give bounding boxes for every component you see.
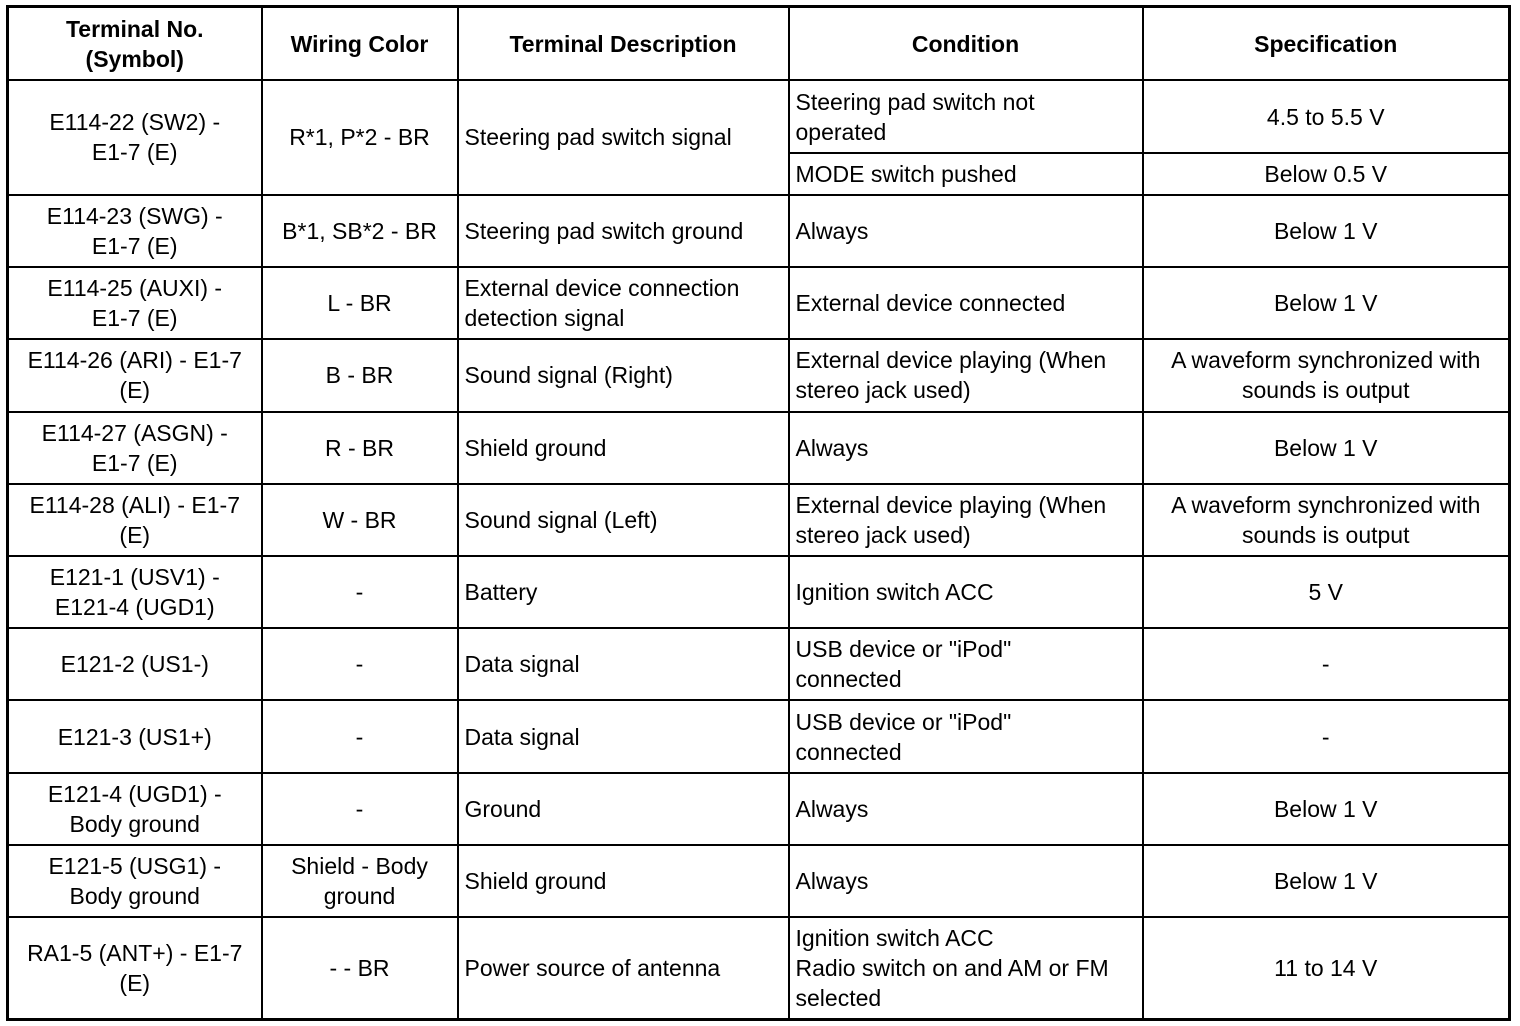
terminal-cell bbox=[8, 917, 262, 1019]
table-row bbox=[8, 845, 1510, 917]
specification-cell bbox=[1143, 339, 1510, 411]
specification-cell-line: Below 1 V bbox=[1273, 868, 1378, 895]
description-cell bbox=[458, 484, 789, 556]
terminal-cell-line: E121-1 (USV1) - bbox=[49, 564, 220, 591]
condition-cell bbox=[789, 700, 1143, 772]
terminal-cell bbox=[8, 773, 262, 845]
wiring-color-cell-line: Shield - Body bbox=[291, 853, 428, 880]
wiring-color-cell-line: B - BR bbox=[325, 362, 394, 389]
terminal-cell bbox=[8, 845, 262, 917]
specification-cell bbox=[1143, 267, 1510, 339]
specification-cell bbox=[1143, 80, 1510, 153]
table-row bbox=[8, 773, 1510, 845]
header-condition: Condition bbox=[789, 7, 1143, 81]
header-row bbox=[8, 7, 1510, 81]
terminal-cell bbox=[8, 195, 262, 267]
table-row bbox=[8, 700, 1510, 772]
wiring-color-cell-line: L - BR bbox=[327, 290, 392, 317]
terminal-cell-line: Body ground bbox=[69, 810, 200, 837]
condition-cell-line: Radio switch on and AM or FM bbox=[795, 955, 1109, 982]
terminal-cell-line: E121-4 (UGD1) bbox=[54, 594, 215, 621]
condition-cell-line: stereo jack used) bbox=[795, 521, 971, 548]
terminal-spec-table bbox=[6, 5, 1511, 1021]
condition-cell-line: External device playing (When bbox=[795, 347, 1107, 374]
specification-cell-line: Below 0.5 V bbox=[1264, 161, 1388, 188]
description-cell-line: Shield ground bbox=[464, 434, 607, 461]
terminal-cell-line: E114-26 (ARI) - E1-7 bbox=[27, 347, 242, 374]
condition-cell-line: Always bbox=[795, 795, 869, 822]
header-terminal-description: Terminal Description bbox=[458, 7, 789, 81]
description-cell-line: Sound signal (Right) bbox=[464, 362, 673, 389]
condition-cell bbox=[789, 153, 1143, 195]
terminal-cell-line: E114-25 (AUXI) - bbox=[47, 275, 223, 302]
terminal-cell-line: E1-7 (E) bbox=[91, 139, 178, 166]
condition-cell bbox=[789, 556, 1143, 628]
description-cell-line: Data signal bbox=[464, 723, 580, 750]
condition-cell-line: Ignition switch ACC bbox=[795, 579, 994, 606]
terminal-cell bbox=[8, 700, 262, 772]
specification-cell-line: Below 1 V bbox=[1273, 218, 1378, 245]
description-cell bbox=[458, 195, 789, 267]
wiring-color-cell bbox=[262, 917, 458, 1019]
specification-cell bbox=[1143, 556, 1510, 628]
terminal-cell-line: E121-3 (US1+) bbox=[57, 723, 212, 750]
specification-cell-line: 11 to 14 V bbox=[1274, 955, 1378, 982]
terminal-cell-line: (E) bbox=[119, 377, 151, 404]
condition-cell bbox=[789, 195, 1143, 267]
wiring-color-cell bbox=[262, 195, 458, 267]
terminal-cell-line: E1-7 (E) bbox=[91, 449, 178, 476]
table-row bbox=[8, 628, 1510, 700]
wiring-color-cell-line: - bbox=[355, 651, 364, 678]
specification-cell-line: - bbox=[1321, 723, 1330, 750]
header-specification: Specification bbox=[1143, 7, 1510, 81]
wiring-color-cell bbox=[262, 267, 458, 339]
condition-cell-line: External device connected bbox=[795, 290, 1066, 317]
description-cell bbox=[458, 339, 789, 411]
table-row bbox=[8, 80, 1510, 153]
wiring-color-cell-line: W - BR bbox=[322, 506, 397, 533]
condition-cell-line: USB device or "iPod" bbox=[795, 708, 1012, 735]
wiring-color-cell bbox=[262, 412, 458, 484]
specification-cell-line: sounds is output bbox=[1241, 521, 1410, 548]
specification-cell-line: sounds is output bbox=[1241, 377, 1410, 404]
wiring-color-cell bbox=[262, 845, 458, 917]
terminal-cell-line: E114-22 (SW2) - bbox=[49, 109, 221, 136]
description-cell-line: detection signal bbox=[464, 305, 625, 332]
table-row bbox=[8, 195, 1510, 267]
condition-cell-line: Ignition switch ACC bbox=[795, 925, 994, 952]
wiring-color-cell-line: - bbox=[355, 723, 364, 750]
description-cell bbox=[458, 412, 789, 484]
terminal-cell-line: E1-7 (E) bbox=[91, 305, 178, 332]
condition-cell bbox=[789, 267, 1143, 339]
table-row bbox=[8, 267, 1510, 339]
wiring-color-cell-line: - bbox=[355, 579, 364, 606]
wiring-color-cell bbox=[262, 556, 458, 628]
description-cell bbox=[458, 628, 789, 700]
terminal-cell-line: E114-27 (ASGN) - bbox=[41, 419, 228, 446]
wiring-color-cell-line: R - BR bbox=[325, 434, 394, 461]
specification-cell bbox=[1143, 484, 1510, 556]
condition-cell bbox=[789, 412, 1143, 484]
description-cell bbox=[458, 845, 789, 917]
specification-cell bbox=[1143, 700, 1510, 772]
description-cell-line: Ground bbox=[464, 795, 542, 822]
specification-cell-line: A waveform synchronized with bbox=[1171, 491, 1481, 518]
condition-cell-line: Always bbox=[795, 434, 869, 461]
wiring-color-cell bbox=[262, 484, 458, 556]
condition-cell-line: Always bbox=[795, 218, 869, 245]
description-cell bbox=[458, 267, 789, 339]
description-cell bbox=[458, 773, 789, 845]
table-row bbox=[8, 917, 1510, 1019]
condition-cell-line: operated bbox=[795, 118, 887, 145]
description-cell-line: Steering pad switch ground bbox=[464, 218, 744, 245]
description-cell bbox=[458, 80, 789, 195]
wiring-color-cell-line: B*1, SB*2 - BR bbox=[282, 218, 437, 245]
specification-cell bbox=[1143, 845, 1510, 917]
specification-cell bbox=[1143, 917, 1510, 1019]
specification-cell-line: Below 1 V bbox=[1273, 290, 1378, 317]
wiring-color-cell-line: R*1, P*2 - BR bbox=[289, 124, 430, 151]
wiring-color-cell-line: - bbox=[355, 795, 364, 822]
terminal-cell bbox=[8, 628, 262, 700]
condition-cell-line: connected bbox=[795, 738, 902, 765]
specification-cell bbox=[1143, 628, 1510, 700]
description-cell-line: Shield ground bbox=[464, 868, 607, 895]
header-terminal: Terminal No. (Symbol) bbox=[8, 7, 262, 81]
description-cell-line: Battery bbox=[464, 579, 538, 606]
condition-cell bbox=[789, 80, 1143, 153]
wiring-color-cell-line: ground bbox=[323, 883, 396, 910]
specification-cell-line: A waveform synchronized with bbox=[1171, 347, 1481, 374]
terminal-cell bbox=[8, 80, 262, 195]
terminal-cell bbox=[8, 267, 262, 339]
description-cell bbox=[458, 700, 789, 772]
specification-cell bbox=[1143, 153, 1510, 195]
terminal-cell bbox=[8, 556, 262, 628]
condition-cell bbox=[789, 484, 1143, 556]
table-row bbox=[8, 484, 1510, 556]
description-cell-line: External device connection bbox=[464, 275, 740, 302]
terminal-cell-line: (E) bbox=[119, 970, 151, 997]
condition-cell-line: External device playing (When bbox=[795, 491, 1107, 518]
description-cell-line: Data signal bbox=[464, 651, 580, 678]
table-row bbox=[8, 556, 1510, 628]
terminal-cell bbox=[8, 412, 262, 484]
condition-cell-line: connected bbox=[795, 666, 902, 693]
specification-cell-line: 5 V bbox=[1308, 579, 1344, 606]
specification-cell-line: 4.5 to 5.5 V bbox=[1266, 103, 1385, 130]
terminal-cell-line: E121-4 (UGD1) - bbox=[47, 780, 222, 807]
wiring-color-cell bbox=[262, 700, 458, 772]
terminal-cell-line: E114-28 (ALI) - E1-7 bbox=[29, 491, 240, 518]
terminal-cell-line: (E) bbox=[119, 521, 151, 548]
terminal-cell-line: E121-5 (USG1) - bbox=[48, 853, 222, 880]
specification-cell-line: Below 1 V bbox=[1273, 434, 1378, 461]
wiring-color-cell bbox=[262, 628, 458, 700]
description-cell bbox=[458, 556, 789, 628]
wiring-color-cell bbox=[262, 80, 458, 195]
description-cell bbox=[458, 917, 789, 1019]
specification-cell-line: - bbox=[1321, 651, 1330, 678]
condition-cell-line: Always bbox=[795, 868, 869, 895]
wiring-color-cell bbox=[262, 339, 458, 411]
condition-cell-line: stereo jack used) bbox=[795, 377, 971, 404]
specification-cell bbox=[1143, 412, 1510, 484]
wiring-color-cell bbox=[262, 773, 458, 845]
condition-cell bbox=[789, 773, 1143, 845]
terminal-cell bbox=[8, 339, 262, 411]
condition-cell-line: selected bbox=[795, 985, 882, 1012]
specification-cell-line: Below 1 V bbox=[1273, 795, 1378, 822]
condition-cell bbox=[789, 917, 1143, 1019]
terminal-cell bbox=[8, 484, 262, 556]
condition-cell-line: MODE switch pushed bbox=[795, 161, 1017, 188]
condition-cell-line: USB device or "iPod" bbox=[795, 636, 1012, 663]
condition-cell-line: Steering pad switch not bbox=[795, 88, 1035, 115]
description-cell-line: Steering pad switch signal bbox=[464, 124, 732, 151]
condition-cell bbox=[789, 339, 1143, 411]
condition-cell bbox=[789, 628, 1143, 700]
description-cell-line: Sound signal (Left) bbox=[464, 506, 658, 533]
terminal-cell-line: E1-7 (E) bbox=[91, 233, 178, 260]
terminal-cell-line: E121-2 (US1-) bbox=[60, 651, 209, 678]
terminal-cell-line: RA1-5 (ANT+) - E1-7 bbox=[27, 940, 243, 967]
wiring-color-cell-line: - - BR bbox=[329, 955, 390, 982]
description-cell-line: Power source of antenna bbox=[464, 955, 721, 982]
terminal-cell-line: Body ground bbox=[69, 883, 200, 910]
table-row bbox=[8, 339, 1510, 411]
header-wiring-color: Wiring Color bbox=[262, 7, 458, 81]
condition-cell bbox=[789, 845, 1143, 917]
table-row bbox=[8, 412, 1510, 484]
specification-cell bbox=[1143, 773, 1510, 845]
specification-cell bbox=[1143, 195, 1510, 267]
terminal-cell-line: E114-23 (SWG) - bbox=[46, 203, 223, 230]
table-body bbox=[8, 80, 1510, 1020]
